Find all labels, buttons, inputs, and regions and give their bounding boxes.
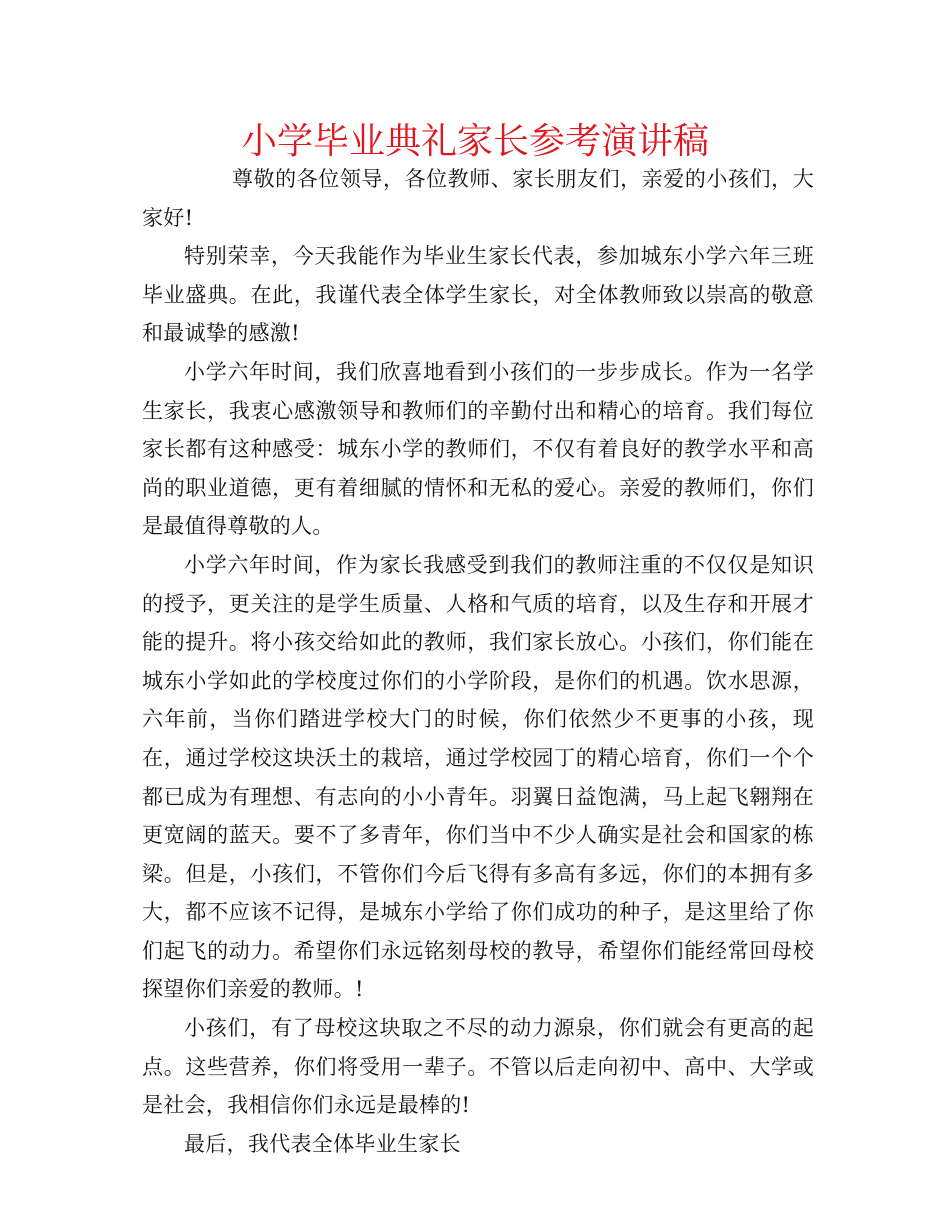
document-title: 小学毕业典礼家长参考演讲稿 xyxy=(240,121,709,162)
paragraph-honor: 特别荣幸，今天我能作为毕业生家长代表，参加城东小学六年三班毕业盛典。在此，我谨代表全体学生家长，对全体教师致以崇高的敬意和最诚挚的感激! xyxy=(142,244,814,346)
paragraph-closing: 最后，我代表全体毕业生家长 xyxy=(184,1131,461,1156)
paragraph-education: 小学六年时间，作为家长我感受到我们的教师注重的不仅仅是知识的授予，更关注的是学生质量、人格和气质的培育，以及生存和开展才能的提升。将小孩交给如此的教师，我们家长放心。小孩们，你们能在城东小学如此的学校度过你们的小学阶段，是你们的机遇。饮水思源，六年前，当你们踏进学校大门的时候，你们依然少不更事的小孩，现在，通过学校这块沃土的栽培，通过学校园丁的精心培育，你们一个个都已成为有理想、有志向的小小青年。羽翼日益饱满，马上起飞翱翔在更宽阔的蓝天。要不了多青年，你们当中不少人确实是社会和国家的栋梁。但是，小孩们，不管你们今后飞得有多高有多远，你们的本拥有多大，都不应该不记得，是城东小学给了你们成功的种子，是这里给了你们起飞的动力。希望你们永远铭刻母校的教导，希望你们能经常回母校探望你们亲爱的教师。! xyxy=(142,552,814,1002)
paragraph-encouragement: 小孩们，有了母校这块取之不尽的动力源泉，你们就会有更高的起点。这些营养，你们将受用一辈子。不管以后走向初中、高中、大学或是社会，我相信你们永远是最棒的! xyxy=(142,1016,814,1118)
paragraph-greeting: 尊敬的各位领导，各位教师、家长朋友们，亲爱的小孩们，大家好! xyxy=(142,167,814,230)
paragraph-gratitude: 小学六年时间，我们欣喜地看到小孩们的一步步成长。作为一名学生家长，我衷心感激领导和教师们的辛勤付出和精心的培育。我们每位家长都有这种感受：城东小学的教师们，不仅有着良好的教学水平和高尚的职业道德，更有着细腻的情怀和无私的爱心。亲爱的教师们，你们是最值得尊敬的人。 xyxy=(142,359,814,539)
document-body xyxy=(142,160,814,1163)
